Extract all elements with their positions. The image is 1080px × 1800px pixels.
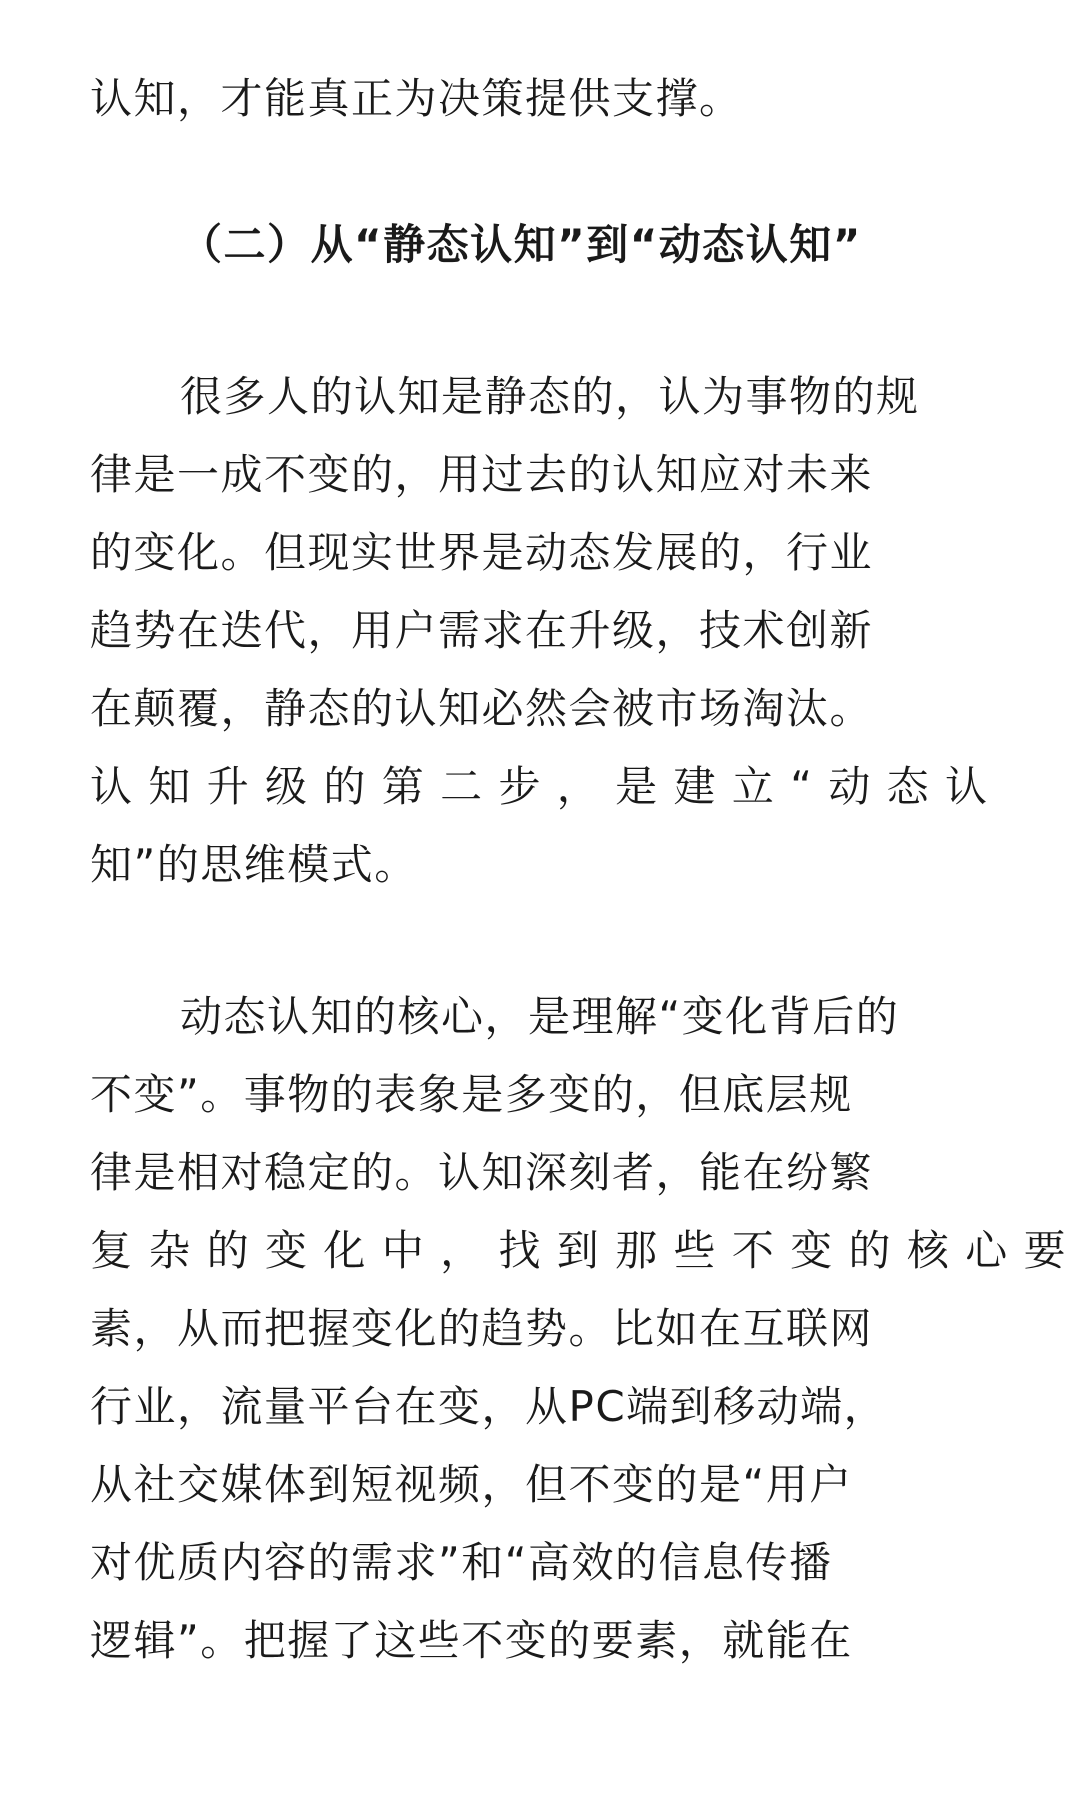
text-line: 的变化。但现实世界是动态发展的，行业: [90, 528, 874, 577]
text-line: 在颠覆，静态的认知必然会被市场淘汰。: [90, 684, 874, 733]
paragraph-static-cognition: [90, 358, 989, 904]
text-line: 素，从而把握变化的趋势。比如在互联网: [90, 1304, 874, 1353]
text-line: 对优质内容的需求”和“高效的信息传播: [90, 1538, 833, 1587]
text-line: 律是一成不变的，用过去的认知应对未来: [90, 450, 874, 499]
text-line: 复 杂 的 变 化 中 ， 找 到 那 些 不 变 的 核 心 要: [90, 1226, 1068, 1275]
paragraph-intro-tail: [90, 60, 743, 138]
text-line: 趋势在迭代，用户需求在升级，技术创新: [90, 606, 874, 655]
text-line: 律是相对稳定的。认知深刻者，能在纷繁: [90, 1148, 874, 1197]
text-line: 动态认知的核心，是理解“变化背后的: [180, 992, 900, 1041]
section-heading: （二）从“静态认知”到“动态认知”: [180, 220, 862, 269]
text-line: 行业，流量平台在变，从PC端到移动端，: [90, 1382, 888, 1431]
text-line: 逻辑”。把握了这些不变的要素，就能在: [90, 1616, 853, 1665]
text-line: 从社交媒体到短视频，但不变的是“用户: [90, 1460, 853, 1509]
paragraph-dynamic-cognition: [90, 978, 1067, 1680]
text-line: 认 知 升 级 的 第 二 步 ， 是 建 立 “ 动 态 认: [90, 762, 989, 811]
text-line: 不变”。事物的表象是多变的，但底层规: [90, 1070, 853, 1119]
text-line: 很多人的认知是静态的，认为事物的规: [180, 372, 920, 421]
text-line: 认知，才能真正为决策提供支撑。: [90, 74, 743, 123]
text-line: 知”的思维模式。: [90, 840, 418, 889]
